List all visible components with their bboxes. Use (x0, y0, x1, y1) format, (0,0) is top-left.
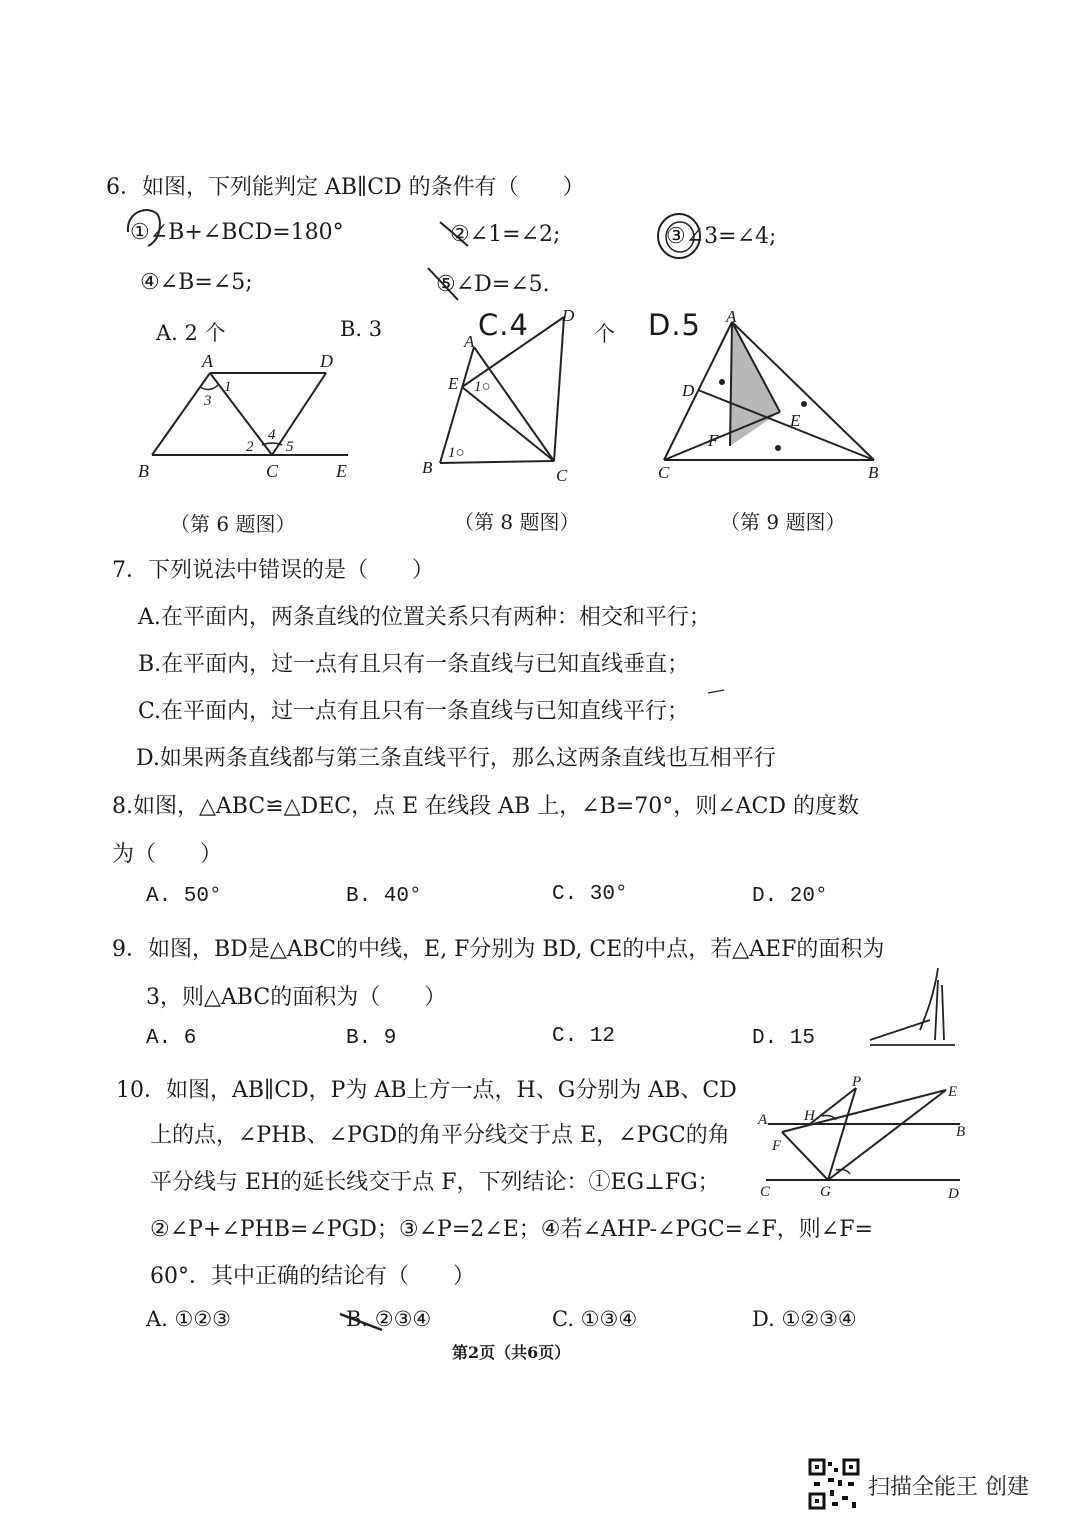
q9-stem-line2: 3，则△ABC的面积为（ ） (146, 985, 447, 1010)
qr-code-icon (808, 1458, 860, 1510)
fig9-label-d: D (682, 381, 695, 400)
fig10-label-p: P (852, 1074, 862, 1090)
fig6-angle-2: 2 (246, 439, 254, 455)
fig8-label-a: A (464, 332, 475, 351)
q10-stem-line3: 平分线与 EH的延长线交于点 F，下列结论：①EG⊥FG； (150, 1170, 720, 1195)
circle-mark-1 (128, 210, 160, 246)
q10-option-c: C. ①③④ (552, 1307, 638, 1331)
fig8-angle-mark-1: 1○ (474, 379, 491, 395)
q8-stem-line1: 8.如图，△ABC≌△DEC，点 E 在线段 AB 上，∠B=70°，则∠ACD 的度数 (112, 794, 859, 819)
fig10-label-f: F (772, 1138, 782, 1154)
q7-option-a: A.在平面内，两条直线的位置关系只有两种：相交和平行； (138, 605, 711, 630)
q9-option-b: B. 9 (346, 1027, 397, 1050)
q6-condition-2: ②∠1=∠2; (450, 222, 561, 247)
fig6-label-c: C (266, 461, 279, 481)
q10-stem-line1: 10．如图，AB∥CD，P为 AB上方一点，H、G分别为 AB、CD (116, 1078, 737, 1103)
fig8-label-e: E (448, 374, 459, 393)
slash-mark-5 (428, 268, 458, 300)
handwritten-sketch (870, 968, 955, 1045)
fig10-label-c: C (760, 1184, 771, 1200)
fig10-label-b: B (956, 1124, 966, 1140)
fig9-label-e: E (790, 411, 801, 430)
fig6-label-e: E (336, 461, 347, 481)
q6-condition-4: ④∠B=∠5; (140, 270, 253, 295)
q6-handwritten-d: D.5 (648, 308, 701, 342)
q6-condition-5: ⑤∠D=∠5. (436, 272, 550, 297)
figure-10 (752, 1070, 974, 1205)
q9-option-a: A. 6 (146, 1027, 197, 1050)
caption-fig8: （第 8 题图） (454, 510, 580, 534)
fig6-angle-5: 5 (286, 439, 294, 455)
fig9-label-b: B (868, 463, 879, 482)
fig10-label-a: A (758, 1112, 768, 1128)
page-footer: 第2页（共6页） (452, 1343, 571, 1362)
fig6-label-d: D (320, 351, 333, 371)
q6-option-ge: 个 (594, 322, 615, 346)
q10-option-a: A. ①②③ (146, 1307, 231, 1331)
q9-option-d: D. 15 (752, 1027, 816, 1050)
q9-stem-line1: 9．如图，BD是△ABC的中线，E, F分别为 BD, CE的中点，若△AEF的面积为 (112, 937, 885, 962)
q8-stem-line2: 为（ ） (112, 842, 223, 867)
figure-9 (652, 308, 897, 486)
q6-option-a: A. 2 个 (156, 321, 226, 345)
q6-handwritten-c: C.4 (478, 308, 529, 342)
slash-mark-2 (440, 222, 468, 246)
figure-6 (130, 345, 370, 485)
fig10-label-d: D (948, 1186, 959, 1202)
q6-stem: 6．如图，下列能判定 AB∥CD 的条件有（ ） (106, 175, 585, 200)
figure-8 (418, 305, 598, 485)
q10-stem-line2: 上的点，∠PHB、∠PGD的角平分线交于点 E，∠PGC的角 (150, 1123, 730, 1148)
caption-fig6: （第 6 题图） (170, 512, 296, 536)
fig9-label-c: C (658, 463, 670, 482)
q8-option-d: D. 20° (752, 885, 828, 908)
fig8-label-c: C (556, 466, 568, 485)
q7-stem: 7．下列说法中错误的是（ ） (112, 558, 434, 583)
scanner-brand-text: 扫描全能王 创建 (868, 1475, 1029, 1500)
q7-option-d: D.如果两条直线都与第三条直线平行，那么这两条直线也互相平行 (136, 746, 776, 771)
fig10-label-g: G (820, 1184, 831, 1200)
q7-option-c: C.在平面内，过一点有且只有一条直线与已知直线平行； (138, 699, 690, 724)
fig9-label-f: F (708, 431, 719, 450)
q6-condition-3: ③∠3=∠4; (666, 224, 777, 249)
fig6-label-a: A (202, 351, 213, 371)
q8-option-b: B. 40° (346, 885, 422, 908)
q10-stem-line5: 60°．其中正确的结论有（ ） (150, 1264, 475, 1289)
q6-condition-1: ①∠B+∠BCD=180° (130, 220, 344, 245)
stray-mark (708, 690, 724, 693)
caption-fig9: （第 9 题图） (720, 510, 846, 534)
fig10-label-e: E (948, 1084, 958, 1100)
fig6-angle-3: 3 (204, 393, 212, 409)
q6-option-b: B. 3 (340, 317, 383, 341)
fig6-label-b: B (138, 461, 149, 481)
fig8-label-b: B (422, 458, 433, 477)
fig6-angle-4: 4 (268, 427, 276, 443)
q10-stem-line4: ②∠P+∠PHB=∠PGD；③∠P=2∠E；④若∠AHP-∠PGC=∠F，则∠F= (150, 1217, 873, 1242)
fig8-angle-mark-2: 1○ (448, 445, 465, 461)
q8-option-c: C. 30° (552, 883, 628, 906)
fig10-label-h: H (804, 1108, 815, 1124)
q10-option-b: B. ②③④ (346, 1307, 432, 1331)
q10-option-d: D. ①②③④ (752, 1307, 857, 1331)
fig9-label-a: A (726, 308, 737, 326)
fig6-angle-1: 1 (224, 379, 232, 395)
fig8-label-d: D (562, 306, 575, 325)
q7-option-b: B.在平面内，过一点有且只有一条直线与已知直线垂直； (138, 652, 690, 677)
q8-option-a: A. 50° (146, 885, 222, 908)
q9-option-c: C. 12 (552, 1025, 616, 1048)
